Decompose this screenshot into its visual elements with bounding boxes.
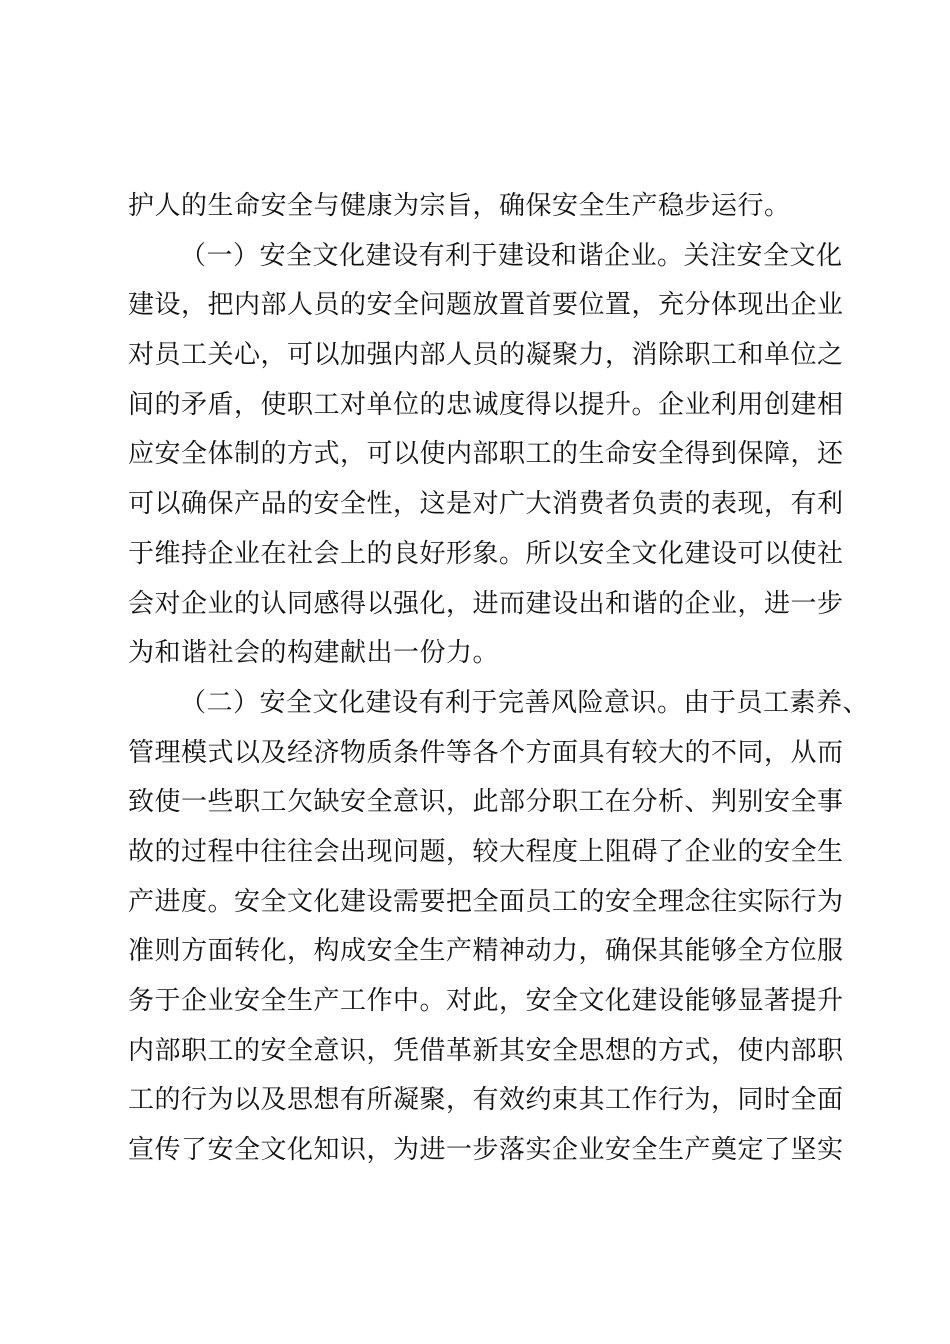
text-line: 宣传了安全文化知识，为进一步落实企业安全生产奠定了坚实 xyxy=(128,1135,844,1166)
text-line: 建设，把内部人员的安全问题放置首要位置，充分体现出企业 xyxy=(128,290,844,321)
text-line: 应安全体制的方式，可以使内部职工的生命安全得到保障，还 xyxy=(128,439,844,470)
text-line: 故的过程中往往会出现问题，较大程度上阻碍了企业的安全生 xyxy=(128,836,844,867)
text-line: 会对企业的认同感得以强化，进而建设出和谐的企业，进一步 xyxy=(128,588,844,619)
text-line: 护人的生命安全与健康为宗旨，确保安全生产稳步运行。 xyxy=(128,191,791,221)
text-line: 对员工关心，可以加强内部人员的凝聚力，消除职工和单位之 xyxy=(128,340,844,371)
text-line: 内部职工的安全意识，凭借革新其安全思想的方式，使内部职 xyxy=(128,1035,844,1066)
text-line: 工的行为以及思想有所凝聚，有效约束其工作行为，同时全面 xyxy=(128,1085,844,1116)
text-line: 间的矛盾，使职工对单位的忠诚度得以提升。企业利用创建相 xyxy=(128,389,844,420)
text-line: 产进度。安全文化建设需要把全面员工的安全理念往实际行为 xyxy=(128,886,844,917)
text-line: 务于企业安全生产工作中。对此，安全文化建设能够显著提升 xyxy=(128,986,844,1016)
text-line: 准则方面转化，构成安全生产精神动力，确保其能够全方位服 xyxy=(128,936,844,967)
text-line: 为和谐社会的构建献出一份力。 xyxy=(128,638,500,669)
text-line: 可以确保产品的安全性，这是对广大消费者负责的表现，有利 xyxy=(128,489,844,520)
paragraph-heading-line: （二）安全文化建设有利于完善风险意识。由于员工素养、 xyxy=(180,687,870,718)
text-line: 管理模式以及经济物质条件等各个方面具有较大的不同，从而 xyxy=(128,737,844,768)
text-line: 致使一些职工欠缺安全意识，此部分职工在分析、判别安全事 xyxy=(128,787,844,818)
text-line: 于维持企业在社会上的良好形象。所以安全文化建设可以使社 xyxy=(128,538,844,569)
paragraph-heading-line: （一）安全文化建设有利于建设和谐企业。关注安全文化 xyxy=(180,240,843,271)
body-text xyxy=(128,182,870,1176)
